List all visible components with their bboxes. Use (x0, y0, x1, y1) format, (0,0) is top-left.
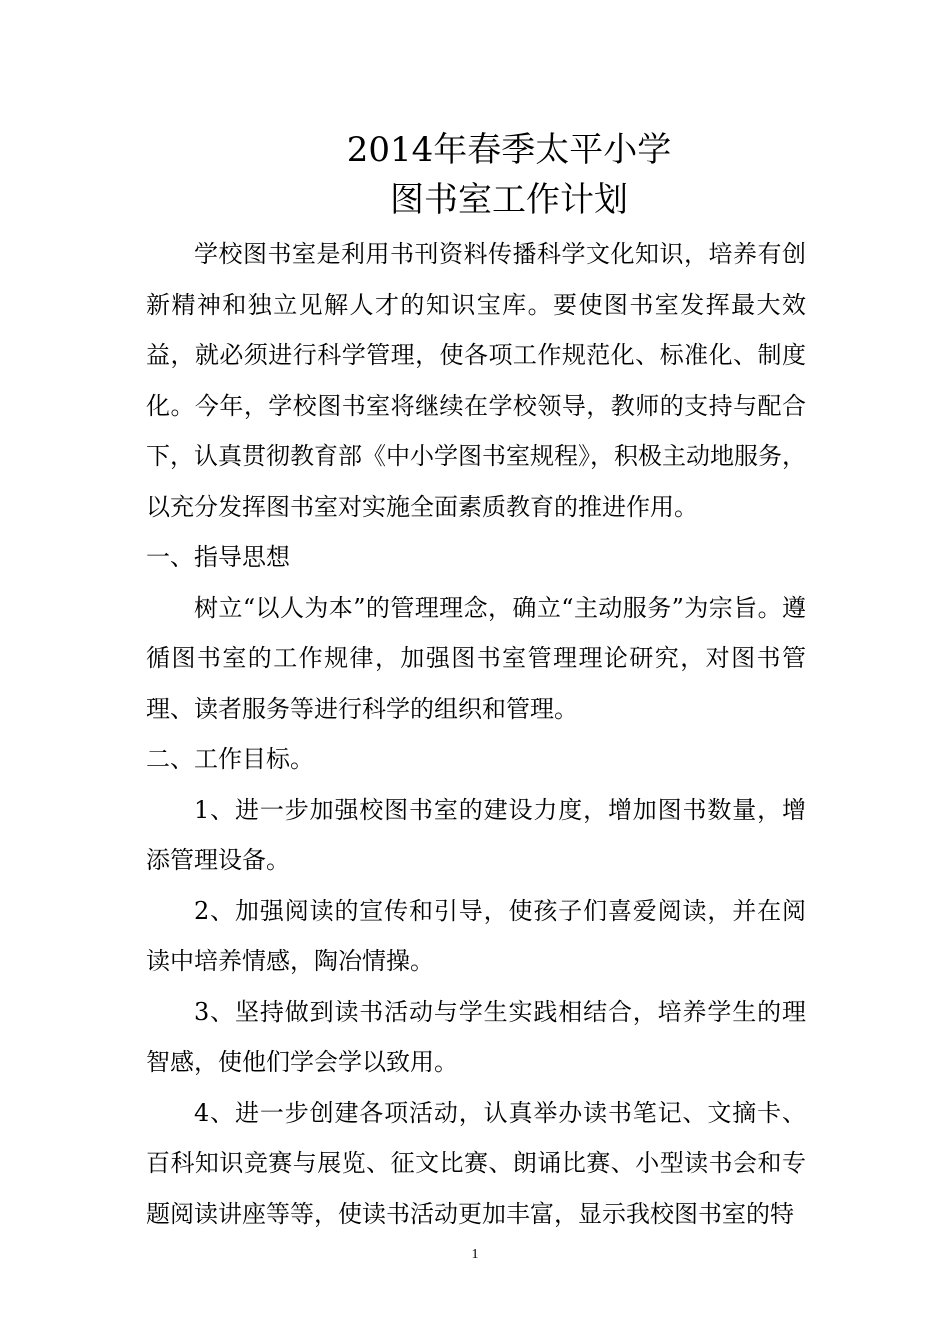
goal-item: 4、进一步创建各项活动，认真举办读书笔记、文摘卡、百科知识竞赛与展览、征文比赛、朗诵比赛、小型读书会和专题阅读讲座等等，使读书活动更加丰富，显示我校图书室的特 (146, 1098, 806, 1228)
section-heading-work-goals: 二、工作目标。 (146, 745, 314, 773)
page-number: 1 (471, 1247, 479, 1262)
section-heading-guiding-ideology: 一、指导思想 (146, 543, 290, 571)
goal-item: 3、坚持做到读书活动与学生实践相结合，培养学生的理智感，使他们学会学以致用。 (146, 997, 806, 1076)
document-body (146, 229, 806, 1239)
guiding-ideology-paragraph: 树立“以人为本”的管理理念，确立“主动服务”为宗旨。遵循图书室的工作规律，加强图书室管理理论研究，对图书管理、读者服务等进行科学的组织和管理。 (146, 593, 806, 723)
goal-item: 2、加强阅读的宣传和引导，使孩子们喜爱阅读，并在阅读中培养情感，陶冶情操。 (146, 896, 806, 975)
document-title-line-1: 2014年春季太平小学 (346, 130, 672, 170)
intro-paragraph: 学校图书室是利用书刊资料传播科学文化知识，培养有创新精神和独立见解人才的知识宝库。要使图书室发挥最大效益，就必须进行科学管理，使各项工作规范化、标准化、制度化。今年，学校图书室将继续在学校领导，教师的支持与配合下，认真贯彻教育部《中小学图书室规程》，积极主动地服务，以充分发挥图书室对实施全面素质教育的推进作用。 (146, 240, 806, 521)
goal-item: 1、进一步加强校图书室的建设力度，增加图书数量，增添管理设备。 (146, 795, 806, 874)
document-title-line-2: 图书室工作计划 (390, 180, 628, 220)
